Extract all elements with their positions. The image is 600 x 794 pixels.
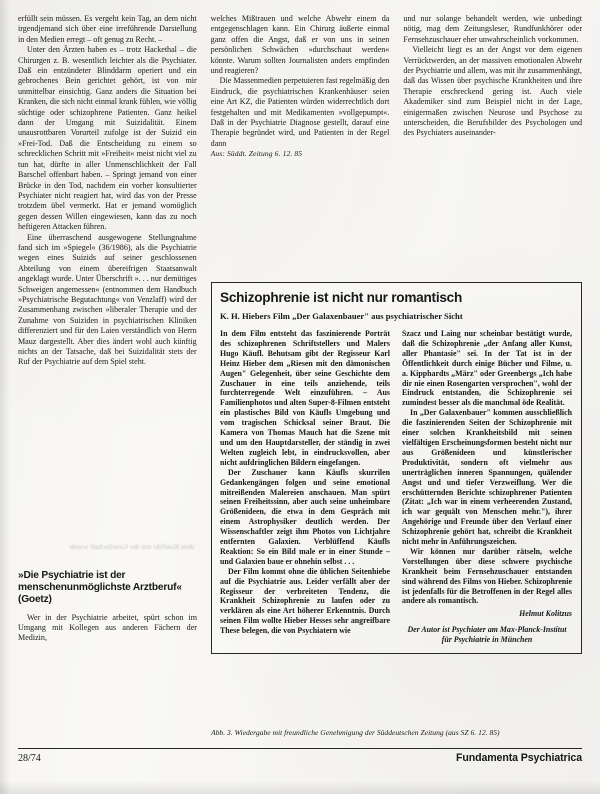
column-1 [18,14,197,368]
paragraph: In dem Film entsteht das faszinierende Porträt des schizophrenen Schriftstellers und Malers Hugo Käufl. Behutsam gibt der Regisseur Karl Heinz Hieber dem „Riesen mit den dämonischen Augen" Gelegenheit, über seine Geschichte dem Zuschauer in eine teils anziehende, teils furchterregende Welt einzuführen. – Aus Familienphotos und alten Super-8-Filmen entsteht ein plastisches Bild von Käufls Umgebung und vom tragischen Schicksal seiner Braut. Die Kamera von Thomas Mauch hat die Szene mit und um den Hauptdarsteller, der ständig in zwei Welten zugleich lebt, in eindrucksvollen, aber nicht aufdringlichen Bildern eingefangen. [220,329,390,467]
paragraph: Szacz und Laing nur scheinbar bestätigt wurde, daß die Schizophrenie „der Anfang aller Kunst, aller Phantasie" sei. In der Tat ist in der Öffentlichkeit durch einige Bücher und Filme, u. a. Kipphardts „März" oder Greenbergs „Ich habe dir nie einen Rosengarten versprochen", wohl der Eindruck entstanden, die Schizophrenie sei zumindest besser als die manchmal öde Realität. [402,329,572,408]
source-credit: Aus: Süddt. Zeitung 6. 12. 85 [210,149,303,159]
framed-article-title: Schizophrenie ist nicht nur romantisch [220,290,463,305]
left-lower-article [18,570,197,644]
paragraph: Eine überraschend ausgewogene Stellungnahme fand sich im »Spiegel« (36/1986), als die Psychiatrie wegen eines Suizids auf seiner geschlossenen Abteilung von einem übereifrigen Staatsanwalt angeklagt wurde. Unter Überschrift ». . . nur demütiges Schweigen angemessen« (entnommen dem Handbuch »Psychiatrische Begutachtung« von Venzlaff) wird der Zusammenhang zwischen »liberaler Therapie und der Zunahme von Suiziden in psychiatrischen Kliniken differenziert und für den Laien verständlich von Herrn Mauz dargestellt. Aber dies ändert wohl auch künftig nichts an der Tatsache, daß bei Suizidalität stets der Ruf der Psychiatrie auf dem Spiel steht. [18,232,197,367]
framed-article-figure [211,282,582,654]
paragraph: und nur solange behandelt werden, wie unbedingt nötig, mag dem Zeitungsleser, Rundfunkhörer oder Fernsehzuschauer eher unwahrscheinlich vorkommen. [403,14,583,44]
paragraph: erfüllt sein müssen. Es vergeht kein Tag, an dem nicht irgendjemand sich über eine irreführende Darstellung in den Medien erregt – oft genug zu Recht. – [18,14,197,44]
article-signature: Helmut Kolitzus [519,609,572,619]
article-headline: »Die Psychiatrie ist der menschenunmöglichste Arztberuf« (Goetz) [18,570,182,606]
page-number: 28/74 [18,753,41,764]
framed-article-columns [220,329,573,645]
paragraph: Die Massenmedien perpetuieren fast regelmäßig den Eindruck, die psychiatrischen Krankenhäuser seien eine Art KZ, die Patienten würden widerrechtlich dort festgehalten und mit Medikamenten »vollgepumpt«. Daß in der Psychiatrie Diagnose gestellt, darauf eine Therapie begründet wird, und Patienten in der Regel dann [210,76,390,148]
journal-title: Fundamenta Psychiatrica [455,752,582,764]
paragraph: In „Der Galaxenbauer" kommen ausschließlich die faszinierenden Seiten der Schizophrenie mit einer solchen Krankheitsbild mit seinen vielfältigen Erscheinungsformen besteht nicht nur aus Größenideen und künstlerischer Produktivität, sondern oft vielmehr aus unerträglichen inneren Spannungen, quälender Angst und und tiefer Verzweiflung. Wer die erschütternden Berichte schizophrener Patienten (Zitat: „Ich war in einem verheerenden Zustand, ich war gequält von Menschen mehr."), ihrer Angehörige und Freunde über den Verlauf einer Schizophrenie gehört hat, schreibt die Krankheit nicht mehr in Anführungszeichen. [402,408,572,547]
author-affiliation-note: Der Autor ist Psychiater am Max-Planck-Institut für Psychiatrie in München [407,625,567,645]
article-body [18,613,197,644]
paragraph: welches Mißtrauen und welche Abwehr einem da entgegenschlagen kann. Ein Chirurg äußerte einmal ganz offen die Angst, daß er von uns in seinen persönlichen Schwächen »durchschaut werden« könnte. Warum sollten Journalisten anders empfinden und reagieren? [210,14,390,76]
paragraph: Unter den Ärzten haben es – trotz Hackethal – die Chirurgen z. B. wesentlich leichter als die Psychiater. Daß ein entzündeter Blinddarm operiert und ein gebrochenes Bein gerichtet gehört, ist von mir unmittelbar einsichtig. Ganz anders die Situation bei Kranken, die sich nicht einmal krank fühlen, wie völlig süchtige oder schizophrene Patienten. Ganz heikel dann der Umgang mit Suizidalität. Einem unausrottbaren Vorurteil zufolge ist der Suizid ein »Frei-Tod. Daß die Entscheidung zu einem so schrecklichen Schritt mit »Freiheit« meist nicht viel zu tun hat, dürfte in aller Unmenschlichkeit der Fall Barschel offenbart haben. – Springt jemand von einer Brücke in den Tod, nachdem ein vorher konsultierter Psychiater nicht reagiert hat, wird das von der Presse trotzdem übel vermerkt. Hat er jemand womöglich gegen dessen Willen eingewiesen, kann das zu noch heftigeren Attacken führen. [18,45,197,232]
framed-column-right [402,329,572,645]
paragraph: Wir können nur darüber rätseln, welche Vorstellungen über diese schwere psychische Krankheit beim Fernsehzuschauer entstanden sind während des Films von Hieber. Schizophrenie ist jedenfalls für die Betroffenen in der Regel alles andere als romantisch. [402,546,572,606]
page-content [18,14,582,740]
paragraph: Vielleicht liegt es an der Angst vor dem eigenen Verrücktwerden, an der massiven emotionalen Abwehr der Psychiatrie und allem, was mit ihr zusammenhängt, daß das Wissen über psychische Krankheiten und ihre Therapie erschreckend gering ist. Auch viele Akademiker sind zum Beispiel nicht in der Lage, einigermaßen zwischen Neurose und Psychose zu unterscheiden, die Berufsbilder des Psychologen und des Psychiaters auseinander- [403,45,583,138]
page-footer [18,752,582,764]
bleed-through-artifact: dem Konflikt mit der Gesellschaft wurde [69,542,194,551]
paragraph: Der Film kommt ohne die üblichen Seitenhiebe auf die Psychiatrie aus. Leider verfällt aber der Regisseur der verbreiteten Tendenz, die Krankheit Schizophrenie zu laufen oder zu verklären als eine Art höherer Erkenntnis. Durch seinen Film wollte Hieber Hesses sehr angreifbare These belegen, die von Psychiatern wie [220,566,390,636]
scan-shadow-left [0,0,10,794]
paragraph: Der Zuschauer kann Käufls skurrilen Gedankengängen folgen und seine emotional mitreißenden Malereien anschauen. Man spürt seinen Freiheitssinn, aber auch seine unheimbare Größenideen, die etwa in dem Gespräch mit einem Astrophysiker deutlich werden. Der Wissenschaftler zeigt ihm Photos von Lichtjahre entfernten Galaxien. Verblüffend Käufls Reaktion: So ein Bild male er in einer Stunde – und Galaxien baue er ohnehin selbst . . . [220,467,390,566]
footer-divider [18,748,582,749]
framed-column-left [220,329,390,645]
paragraph: Wer in der Psychiatrie arbeitet, spürt schon im Umgang mit Kollegen aus anderen Fächern der Medizin, [18,612,197,643]
scan-shadow-bottom [0,780,600,794]
figure-caption: Abb. 3. Wiedergabe mit freundliche Genehmigung der Süddeutschen Zeitung (aus SZ 6. 12. 85) [211,728,500,737]
framed-article-byline: K. H. Hiebers Film „Der Galaxenbauer" aus psychiatrischer Sicht [220,311,463,321]
